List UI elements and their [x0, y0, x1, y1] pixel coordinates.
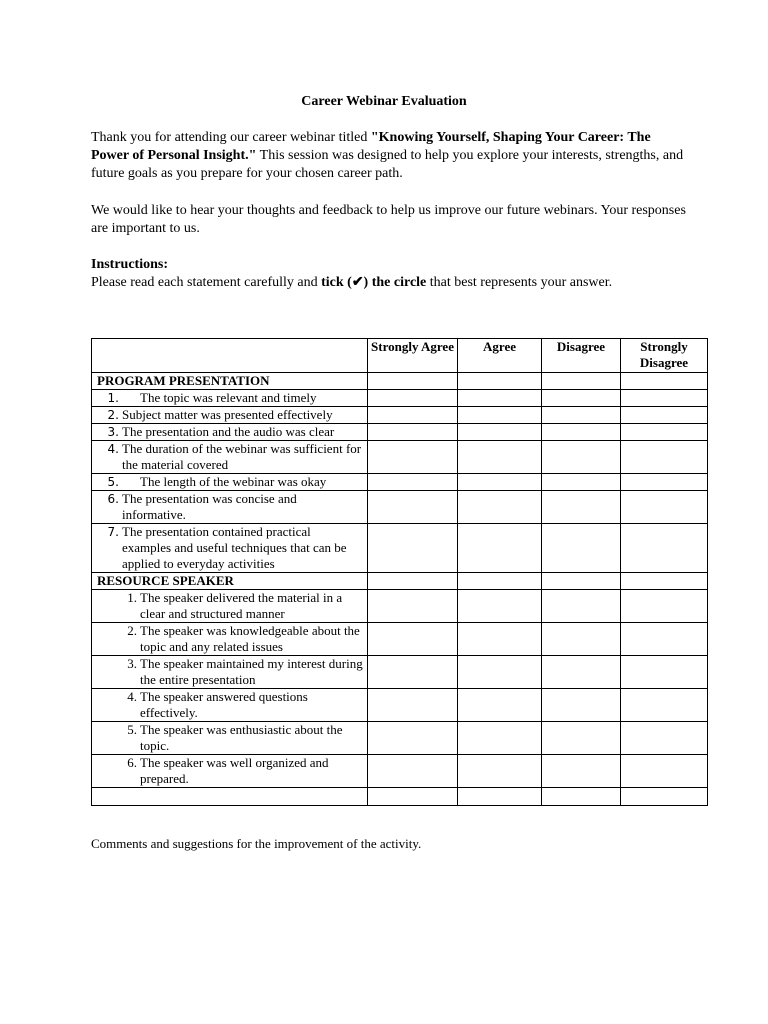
webinar-title: "Knowing Yourself, Shaping Your Career: The Power of Personal Insight."	[91, 130, 651, 163]
rating-cell[interactable]	[621, 722, 708, 755]
statement-text: The speaker was knowledgeable about the topic and any related issues	[140, 623, 360, 654]
rating-cell[interactable]	[368, 491, 458, 524]
table-row	[92, 623, 708, 656]
header-blank-cell	[92, 339, 368, 373]
intro-text-end: This session was designed to help you explore your interests, strengths, and future goals as you prepare for your chosen career path.	[91, 148, 684, 181]
rating-cell[interactable]	[542, 373, 621, 390]
statement	[92, 590, 367, 622]
statement-text: The speaker answered questions effectively.	[140, 689, 308, 720]
statement-text: The speaker maintained my interest during the entire presentation	[140, 656, 363, 687]
statement-text: The duration of the webinar was sufficient for the material covered	[122, 441, 362, 472]
rating-cell[interactable]	[368, 524, 458, 573]
statement	[92, 424, 367, 440]
statement-number: 6.	[107, 492, 119, 506]
statement	[92, 441, 367, 473]
rating-cell[interactable]	[368, 689, 458, 722]
rating-cell[interactable]	[368, 390, 458, 407]
rating-cell[interactable]	[621, 524, 708, 573]
rating-cell[interactable]	[542, 390, 621, 407]
table-row	[92, 424, 708, 441]
rating-cell[interactable]	[458, 656, 542, 689]
rating-cell[interactable]	[368, 656, 458, 689]
rating-cell[interactable]	[458, 474, 542, 491]
table-row	[92, 407, 708, 424]
spacer-cell	[458, 788, 542, 806]
rating-cell[interactable]	[542, 491, 621, 524]
statement	[92, 491, 367, 523]
rating-cell[interactable]	[368, 722, 458, 755]
section-heading-row	[92, 373, 708, 390]
spacer-cell	[368, 788, 458, 806]
rating-cell[interactable]	[368, 474, 458, 491]
column-header: Disagree	[542, 339, 621, 373]
rating-cell[interactable]	[368, 424, 458, 441]
instructions-heading: Instructions:	[91, 257, 169, 272]
rating-cell[interactable]	[368, 573, 458, 590]
rating-cell[interactable]	[621, 390, 708, 407]
statement-text: The length of the webinar was okay	[140, 474, 327, 489]
rating-cell[interactable]	[458, 623, 542, 656]
statement-text: The speaker was well organized and prepared.	[140, 755, 329, 786]
rating-cell[interactable]	[621, 689, 708, 722]
rating-cell[interactable]	[368, 590, 458, 623]
table-row	[92, 474, 708, 491]
rating-cell[interactable]	[458, 590, 542, 623]
column-header: Strongly Agree	[368, 339, 458, 373]
intro-paragraph	[91, 129, 691, 183]
evaluation-table	[91, 338, 708, 806]
statement-text: The presentation was concise and informative.	[122, 491, 297, 522]
statement-number: 3.	[127, 656, 137, 671]
rating-cell[interactable]	[458, 390, 542, 407]
statement	[92, 524, 367, 572]
rating-cell[interactable]	[458, 573, 542, 590]
table-row	[92, 755, 708, 788]
spacer-cell	[621, 788, 708, 806]
rating-cell[interactable]	[621, 623, 708, 656]
rating-cell[interactable]	[542, 407, 621, 424]
statement-number: 2.	[127, 623, 137, 638]
statement-number: 1.	[127, 590, 137, 605]
statement-text: The presentation contained practical examples and useful techniques that can be applied to everyday activities	[122, 524, 347, 571]
rating-cell[interactable]	[542, 590, 621, 623]
statement-number: 4.	[127, 689, 137, 704]
rating-cell[interactable]	[458, 755, 542, 788]
instructions-pre: Please read each statement carefully and	[91, 275, 322, 290]
section-heading: PROGRAM PRESENTATION	[92, 373, 368, 390]
rating-cell[interactable]	[621, 474, 708, 491]
rating-cell[interactable]	[542, 573, 621, 590]
rating-cell[interactable]	[621, 590, 708, 623]
rating-cell[interactable]	[458, 441, 542, 474]
comments-label: Comments and suggestions for the improvement of the activity.	[91, 836, 422, 851]
section-heading: RESOURCE SPEAKER	[92, 573, 368, 590]
statement-number: 4.	[107, 442, 119, 456]
rating-cell[interactable]	[542, 755, 621, 788]
statement-cell	[92, 623, 368, 656]
intro-text: Thank you for attending our career webinar titled	[91, 130, 371, 145]
rating-cell[interactable]	[542, 474, 621, 491]
statement-number: 1.	[107, 391, 119, 405]
statement-cell	[92, 590, 368, 623]
rating-cell[interactable]	[458, 722, 542, 755]
rating-cell[interactable]	[621, 407, 708, 424]
instructions-post: that best represents your answer.	[426, 275, 613, 290]
rating-cell[interactable]	[458, 424, 542, 441]
statement-number: 6.	[127, 755, 137, 770]
table-row	[92, 590, 708, 623]
table-row	[92, 656, 708, 689]
table-row	[92, 722, 708, 755]
instructions-bold: tick (✔) the circle	[321, 275, 427, 290]
table-row	[92, 491, 708, 524]
statement-cell	[92, 524, 368, 573]
statement	[92, 689, 367, 721]
table-row	[92, 441, 708, 474]
table-row	[92, 689, 708, 722]
rating-cell[interactable]	[368, 373, 458, 390]
feedback-paragraph: We would like to hear your thoughts and feedback to help us improve our future webinars. Your responses are important to us.	[91, 203, 686, 236]
statement-cell	[92, 441, 368, 474]
statement	[92, 656, 367, 688]
statement-cell	[92, 755, 368, 788]
statement	[92, 407, 367, 423]
table-row	[92, 524, 708, 573]
statement-cell	[92, 722, 368, 755]
table-row	[92, 390, 708, 407]
rating-cell[interactable]	[621, 491, 708, 524]
statement-number: 7.	[107, 525, 119, 539]
rating-cell[interactable]	[542, 623, 621, 656]
table-header-row	[92, 339, 708, 373]
rating-cell[interactable]	[458, 689, 542, 722]
rating-cell[interactable]	[621, 373, 708, 390]
column-header: Strongly Disagree	[621, 339, 708, 373]
spacer-cell	[92, 788, 368, 806]
statement-number: 5.	[127, 722, 137, 737]
rating-cell[interactable]	[542, 722, 621, 755]
statement-text: The speaker was enthusiastic about the topic.	[140, 722, 343, 753]
rating-cell[interactable]	[542, 424, 621, 441]
rating-cell[interactable]	[542, 656, 621, 689]
statement-cell	[92, 407, 368, 424]
statement	[92, 474, 367, 490]
statement	[92, 722, 367, 754]
rating-cell[interactable]	[458, 524, 542, 573]
section-heading-row	[92, 573, 708, 590]
rating-cell[interactable]	[458, 491, 542, 524]
rating-cell[interactable]	[621, 755, 708, 788]
rating-cell[interactable]	[621, 573, 708, 590]
rating-cell[interactable]	[368, 407, 458, 424]
column-header: Agree	[458, 339, 542, 373]
statement-text: The topic was relevant and timely	[140, 390, 317, 405]
statement-number: 2.	[107, 408, 119, 422]
rating-cell[interactable]	[621, 441, 708, 474]
statement-number: 5.	[107, 475, 119, 489]
rating-cell[interactable]	[368, 441, 458, 474]
rating-cell[interactable]	[368, 755, 458, 788]
statement	[92, 390, 367, 406]
rating-cell[interactable]	[458, 407, 542, 424]
statement-text: Subject matter was presented effectively	[122, 407, 333, 422]
spacer-cell	[542, 788, 621, 806]
table-spacer-row	[92, 788, 708, 806]
statement	[92, 755, 367, 787]
statement-cell	[92, 474, 368, 491]
statement-cell	[92, 656, 368, 689]
page-title: Career Webinar Evaluation	[301, 94, 467, 109]
rating-cell[interactable]	[458, 373, 542, 390]
instructions-block	[91, 256, 691, 292]
rating-cell[interactable]	[542, 441, 621, 474]
statement-text: The presentation and the audio was clear	[122, 424, 335, 439]
rating-cell[interactable]	[542, 524, 621, 573]
statement-number: 3.	[107, 425, 119, 439]
rating-cell[interactable]	[542, 689, 621, 722]
statement-cell	[92, 424, 368, 441]
rating-cell[interactable]	[368, 623, 458, 656]
statement-text: The speaker delivered the material in a clear and structured manner	[140, 590, 343, 621]
statement-cell	[92, 390, 368, 407]
instructions-text	[91, 274, 691, 292]
statement-cell	[92, 689, 368, 722]
statement	[92, 623, 367, 655]
rating-cell[interactable]	[621, 424, 708, 441]
statement-cell	[92, 491, 368, 524]
rating-cell[interactable]	[621, 656, 708, 689]
